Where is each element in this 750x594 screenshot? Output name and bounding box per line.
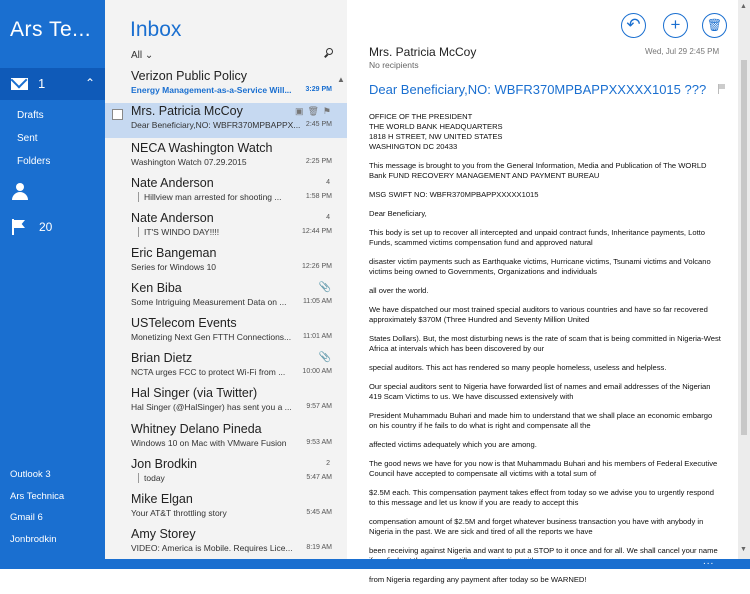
message-sender: Nate Anderson <box>131 211 214 225</box>
body-paragraph: MSG SWIFT NO: WBFR370MPBAPPXXXXX1015 <box>369 190 539 199</box>
list-item[interactable] <box>105 526 347 561</box>
message-snippet: Monetizing Next Gen FTTH Connections... <box>131 332 292 342</box>
message-time: 3:29 PM <box>305 86 332 93</box>
message-time: 10:00 AM <box>302 368 332 375</box>
body-paragraph: States Dollars). But, the most disturbing news is the rate of scam that is being committed in Nigeria-West Africa at intervals which has been discovered by our <box>369 334 721 353</box>
message-snippet: Hillview man arrested for shooting ... <box>144 192 282 202</box>
message-snippet: Series for Windows 10 <box>131 262 217 272</box>
body-paragraph: affected victims adequately which you are among. <box>369 440 537 449</box>
select-checkbox[interactable] <box>112 109 123 120</box>
attachment-icon: 📎 <box>318 352 331 363</box>
message-time: 2:25 PM <box>305 158 332 165</box>
search-icon[interactable] <box>323 47 335 59</box>
attachment-icon: 📎 <box>318 282 331 293</box>
message-snippet: Dear Beneficiary,NO: WBFR370MPBAPPX... <box>131 120 301 130</box>
message-time: 8:19 AM <box>306 544 332 551</box>
message-sender: Mrs. Patricia McCoy <box>131 104 243 118</box>
message-snippet: NCTA urges FCC to protect Wi-Fi from ... <box>131 367 286 377</box>
body-paragraph: special auditors. This act has rendered so many people homeless, useless and helpless. <box>369 363 667 372</box>
message-body <box>369 112 721 594</box>
message-snippet: Some Intriguing Measurement Data on ... <box>131 297 287 307</box>
message-sender: Brian Dietz <box>131 351 193 365</box>
chevron-down-icon: ⌄ <box>144 50 154 61</box>
message-snippet: Energy Management-as-a-Service Will... <box>131 85 292 95</box>
message-time: 9:53 AM <box>306 439 332 446</box>
body-paragraph: $2.5M each. This compensation payment takes effect from today so we advise you to urgently respond to this message and let us know if you are ready to accept this <box>369 488 715 507</box>
message-snippet: IT'S WINDO DAY!!!! <box>144 227 220 237</box>
page-title: Inbox <box>130 18 182 41</box>
thread-count: 4 <box>326 214 330 221</box>
message-sender: Eric Bangeman <box>131 246 217 260</box>
flag-icon[interactable]: ⚑ <box>322 106 335 116</box>
flag-icon <box>12 219 26 235</box>
list-item[interactable] <box>105 421 347 456</box>
list-item[interactable] <box>105 175 347 210</box>
scroll-up-arrow-icon[interactable]: ▲ <box>337 75 345 84</box>
message-sender: Nate Anderson <box>131 176 214 190</box>
message-time: 12:26 PM <box>302 263 332 270</box>
scrollbar-thumb[interactable] <box>741 60 747 435</box>
list-item[interactable] <box>105 385 347 420</box>
filter-label: All <box>131 50 143 61</box>
reading-pane <box>347 0 738 584</box>
list-item[interactable] <box>105 280 347 315</box>
account-outlook[interactable]: Outlook 3 <box>10 469 51 480</box>
chevron-up-icon[interactable]: ⌃ <box>85 76 96 90</box>
body-paragraph: The good news we have for you now is that Muhammadu Buhari and his members of Federal Executive Council have accepted to compensate all victims with a total sum of <box>369 459 718 478</box>
new-message-icon[interactable]: + <box>663 13 688 38</box>
message-time: 5:45 AM <box>306 509 332 516</box>
message-sender: Whitney Delano Pineda <box>131 422 262 436</box>
list-item[interactable] <box>105 315 347 350</box>
thread-indicator <box>138 227 139 237</box>
message-sender: Hal Singer (via Twitter) <box>131 386 258 400</box>
flag-icon[interactable] <box>718 84 726 94</box>
message-snippet: Washington Watch 07.29.2015 <box>131 157 247 167</box>
body-paragraph: Dear Beneficiary, <box>369 209 427 218</box>
message-time: 11:05 AM <box>302 298 332 305</box>
message-sender: Amy Storey <box>131 527 196 541</box>
navigation-pane <box>0 0 105 569</box>
message-snippet: VIDEO: America is Mobile. Requires Lice... <box>131 543 293 553</box>
message-snippet: today <box>144 473 165 483</box>
list-item[interactable] <box>105 350 347 385</box>
message-time: 11:01 AM <box>302 333 332 340</box>
inbox-folder[interactable] <box>0 68 105 100</box>
delete-icon[interactable]: 🗑 <box>307 106 323 116</box>
account-jonbrodkin[interactable]: Jonbrodkin <box>10 533 57 545</box>
message-recipients: No recipients <box>369 60 419 70</box>
account-gmail[interactable]: Gmail 6 <box>10 512 43 523</box>
body-paragraph: from Nigeria regarding any payment after today so be WARNED! <box>369 575 587 584</box>
archive-icon[interactable]: ▣ <box>294 106 308 116</box>
thread-indicator <box>138 192 139 202</box>
folder-sent[interactable]: Sent <box>17 133 38 144</box>
body-paragraph: This message is brought to you from the General Information, Media and Publication of The WORLD Bank FUND RECOVERY MANAGEMENT AND PAYMENT BUREAU <box>369 161 707 180</box>
message-sender: Verizon Public Policy <box>131 69 248 83</box>
thread-count: 2 <box>326 460 330 467</box>
message-snippet: Windows 10 on Mac with VMware Fusion <box>131 438 287 448</box>
message-from: Mrs. Patricia McCoy <box>369 45 477 59</box>
body-paragraph: Our special auditors sent to Nigeria have forwarded list of names and email addresses of the Nigerian 419 Scam Victims to us. We have discussed extensively with <box>369 382 711 401</box>
body-paragraph: disaster victim payments such as Earthquake victims, Hurricane victims, Tsunami victims and Volcano victims being owned to Governments, Organizations and individuals <box>369 257 711 276</box>
account-ars-technica[interactable]: Ars Technica <box>10 490 65 502</box>
account-list <box>10 469 100 555</box>
app-bar <box>0 556 750 569</box>
message-time: 9:57 AM <box>306 403 332 410</box>
folder-folders[interactable]: Folders <box>17 156 51 167</box>
list-item[interactable] <box>105 245 347 280</box>
message-time: 12:44 PM <box>302 228 332 235</box>
scroll-down-arrow-icon[interactable]: ▼ <box>740 546 747 553</box>
body-paragraph: President Muhammadu Buhari and made him to understand that we shall place an economic embargo on his country if he fails to do what is right and compensate all the <box>369 411 713 430</box>
list-item[interactable] <box>105 491 347 526</box>
delete-icon[interactable]: 🗑 <box>702 13 727 38</box>
people-icon[interactable] <box>12 183 28 201</box>
flagged-count: 20 <box>39 220 53 234</box>
body-paragraph: all over the world. <box>369 286 429 295</box>
list-item[interactable] <box>105 68 347 103</box>
more-options-icon[interactable]: ... <box>703 556 715 567</box>
message-sender: Ken Biba <box>131 281 182 295</box>
reading-pane-scrollbar[interactable] <box>738 0 750 559</box>
message-list-pane <box>105 0 347 569</box>
body-paragraph: We have dispatched our most trained special auditors to various countries and have so far recovered approximately $370M (Three Hundred and Seventy Million United <box>369 305 708 324</box>
list-item[interactable] <box>105 140 347 175</box>
message-snippet: Your AT&T throttling story <box>131 508 227 518</box>
body-paragraph: been receiving against Nigeria and want to put a STOP to it once and for all. We shall cancel your name <box>369 546 718 555</box>
thread-indicator <box>138 473 139 483</box>
list-item[interactable] <box>105 456 347 491</box>
body-paragraph: This body is set up to recover all intercepted and unpaid contract funds, Inheritance payments, Lotto Funds, scammed victims compensation fund and approved natural <box>369 228 706 247</box>
message-time: 1:58 PM <box>305 193 332 200</box>
inbox-unread-count: 1 <box>38 76 46 91</box>
message-time: 5:47 AM <box>306 474 332 481</box>
reply-icon[interactable]: ↶ <box>621 13 646 38</box>
list-item[interactable] <box>105 210 347 245</box>
message-subject: Dear Beneficiary,NO: WBFR370MPBAPPXXXXX1015 ??? <box>369 82 707 97</box>
thread-count: 4 <box>326 179 330 186</box>
message-sender: Jon Brodkin <box>131 457 198 471</box>
scroll-up-arrow-icon[interactable]: ▲ <box>740 3 747 10</box>
message-date: Wed, Jul 29 2:45 PM <box>645 47 720 56</box>
message-snippet: Hal Singer (@HalSinger) has sent you a ... <box>131 402 292 412</box>
list-item-selected[interactable] <box>105 103 347 138</box>
body-paragraph: OFFICE OF THE PRESIDENT THE WORLD BANK HEADQUARTERS 1818 H STREET, NW UNITED STATES WASHINGTON DC 20433 <box>369 112 503 151</box>
account-title[interactable]: Ars Te... <box>10 18 92 41</box>
message-time: 2:45 PM <box>305 121 332 128</box>
message-sender: NECA Washington Watch <box>131 141 273 155</box>
message-sender: Mike Elgan <box>131 492 193 506</box>
message-sender: USTelecom Events <box>131 316 237 330</box>
folder-drafts[interactable]: Drafts <box>17 110 44 121</box>
body-paragraph: compensation amount of $2.5M and forget whatever business transaction you have with anybody in Nigeria in the past. We are sick and tired of all the reports we have <box>369 517 704 536</box>
mail-icon <box>11 78 28 90</box>
filter-dropdown[interactable] <box>131 50 153 61</box>
